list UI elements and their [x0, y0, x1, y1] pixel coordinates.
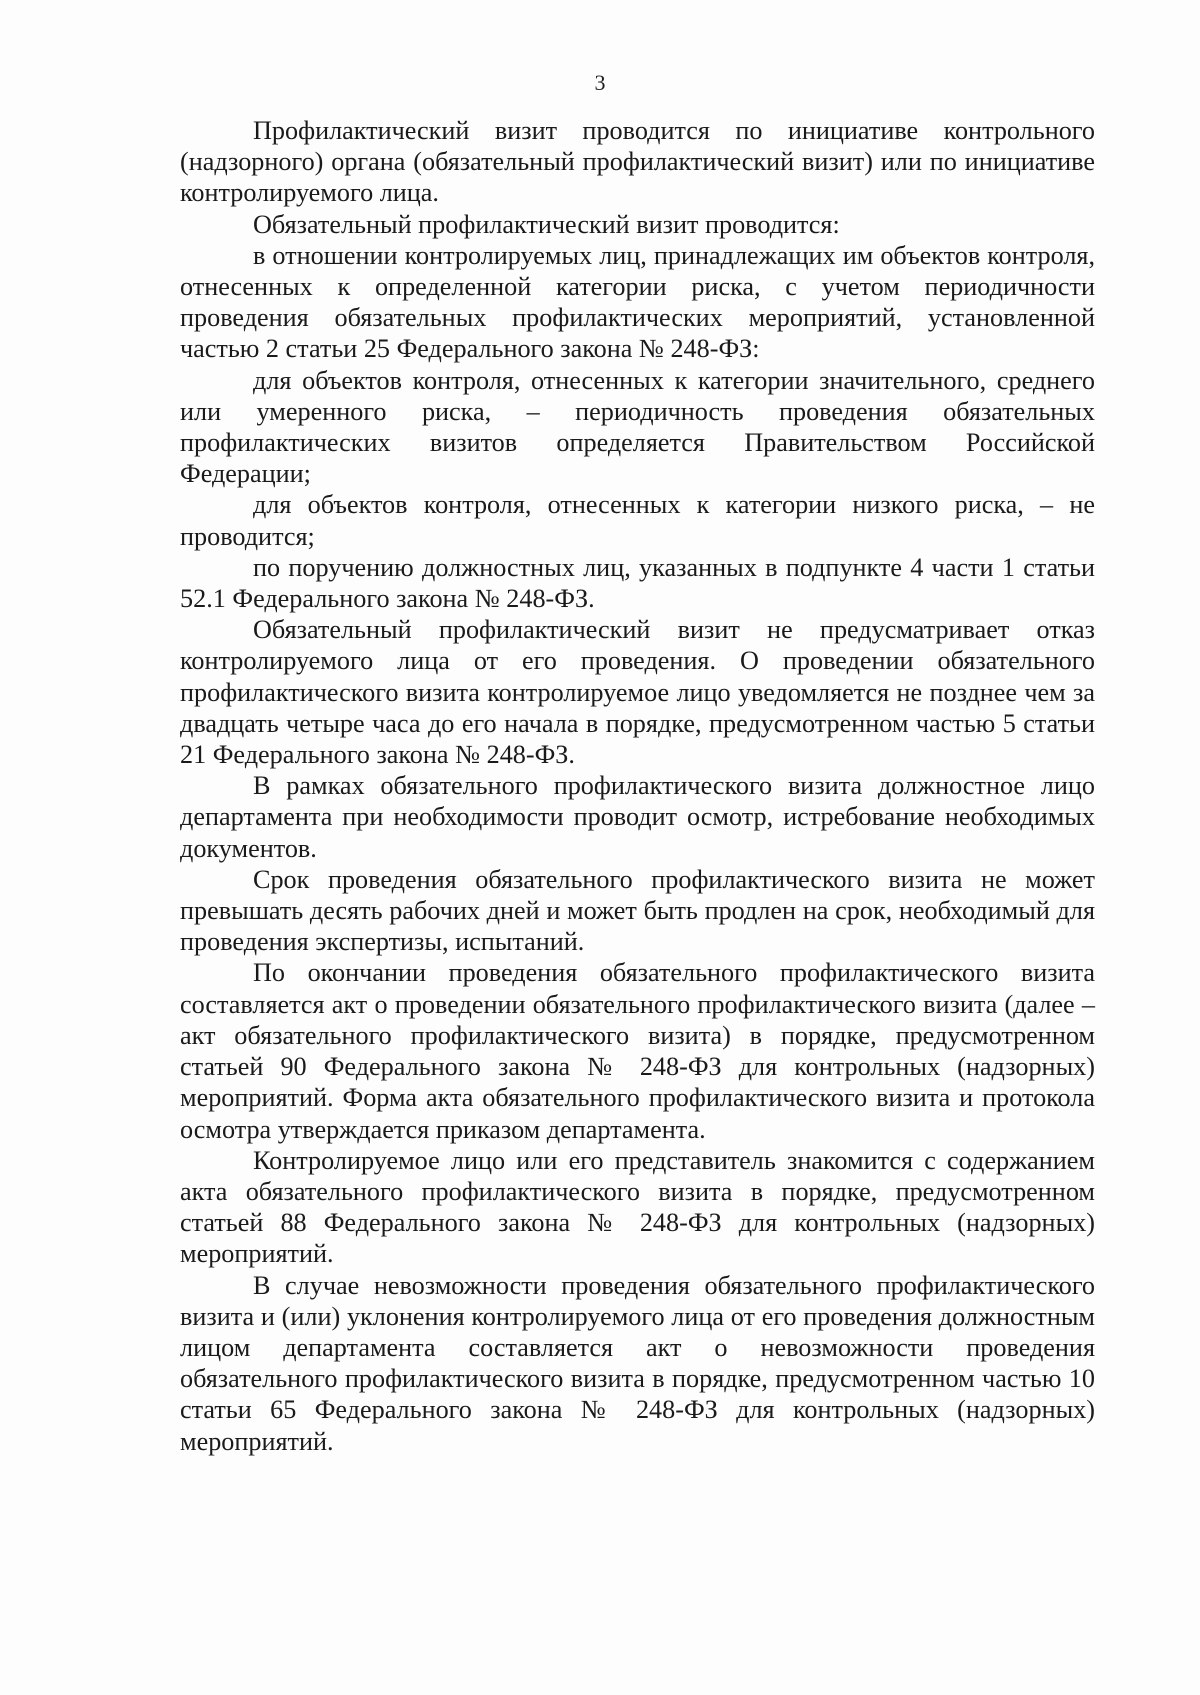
paragraph-impossibility-act: В случае невозможности проведения обязательного профилактического визита и (или) уклонения контролируемого лица от его проведения должностным лицом департамента составляется акт о невозможности проведения обязательного профилактического визита в порядке, предусмотренном частью 10 статьи 65 Федерального закона № 248-ФЗ для контрольных (надзорных) мероприятий. [180, 1270, 1095, 1456]
paragraph-act-familiarization: Контролируемое лицо или его представитель знакомится с содержанием акта обязательного профилактического визита в порядке, предусмотренном статьей 88 Федерального закона № 248-ФЗ для контрольных (надзорных) мероприятий. [180, 1145, 1095, 1269]
paragraph-mandatory-visit-held: Обязательный профилактический визит проводится: [253, 209, 840, 239]
paragraph-significant-risk: для объектов контроля, отнесенных к категории значительного, среднего или умеренного риска, – периодичность проведения обязательных профилактических визитов определяется Правительством Российской Федерации; [180, 365, 1095, 489]
page-number: 3 [594, 70, 606, 95]
paragraph-official-order: по поручению должностных лиц, указанных в подпункте 4 части 1 статьи 52.1 Федерального закона № 248-ФЗ. [180, 552, 1095, 614]
paragraph-no-refusal: Обязательный профилактический визит не предусматривает отказ контролируемого лица от его проведения. О проведении обязательного профилактического визита контролируемое лицо уведомляется не позднее чем за двадцать четыре часа до его начала в порядке, предусмотренном частью 5 статьи 21 Федерального закона № 248-ФЗ. [180, 615, 1095, 770]
paragraph-inspection: В рамках обязательного профилактического визита должностное лицо департамента при необходимости проводит осмотр, истребование необходимых документов. [180, 771, 1095, 863]
paragraph-risk-category: в отношении контролируемых лиц, принадлежащих им объектов контроля, отнесенных к определенной категории риска, с учетом периодичности проведения обязательных профилактических мероприятий, установленной частью 2 статьи 25 Федерального закона № 248-ФЗ: [180, 240, 1095, 364]
paragraph-visit-act: По окончании проведения обязательного профилактического визита составляется акт о проведении обязательного профилактического визита (далее – акт обязательного профилактического визита) в порядке, предусмотренном статьей 90 Федерального закона № 248-ФЗ для контрольных (надзорных) мероприятий. Форма акта обязательного профилактического визита и протокола осмотра утверждается приказом департамента. [180, 958, 1095, 1144]
document-body [180, 115, 1095, 1457]
paragraph-duration: Срок проведения обязательного профилактического визита не может превышать десять рабочих дней и может быть продлен на срок, необходимый для проведения экспертизы, испытаний. [180, 864, 1095, 957]
paragraph-visit-initiative: Профилактический визит проводится по инициативе контрольного (надзорного) органа (обязательный профилактический визит) или по инициативе контролируемого лица. [180, 116, 1095, 208]
paragraph-low-risk: для объектов контроля, отнесенных к категории низкого риска, – не проводится; [180, 490, 1095, 551]
